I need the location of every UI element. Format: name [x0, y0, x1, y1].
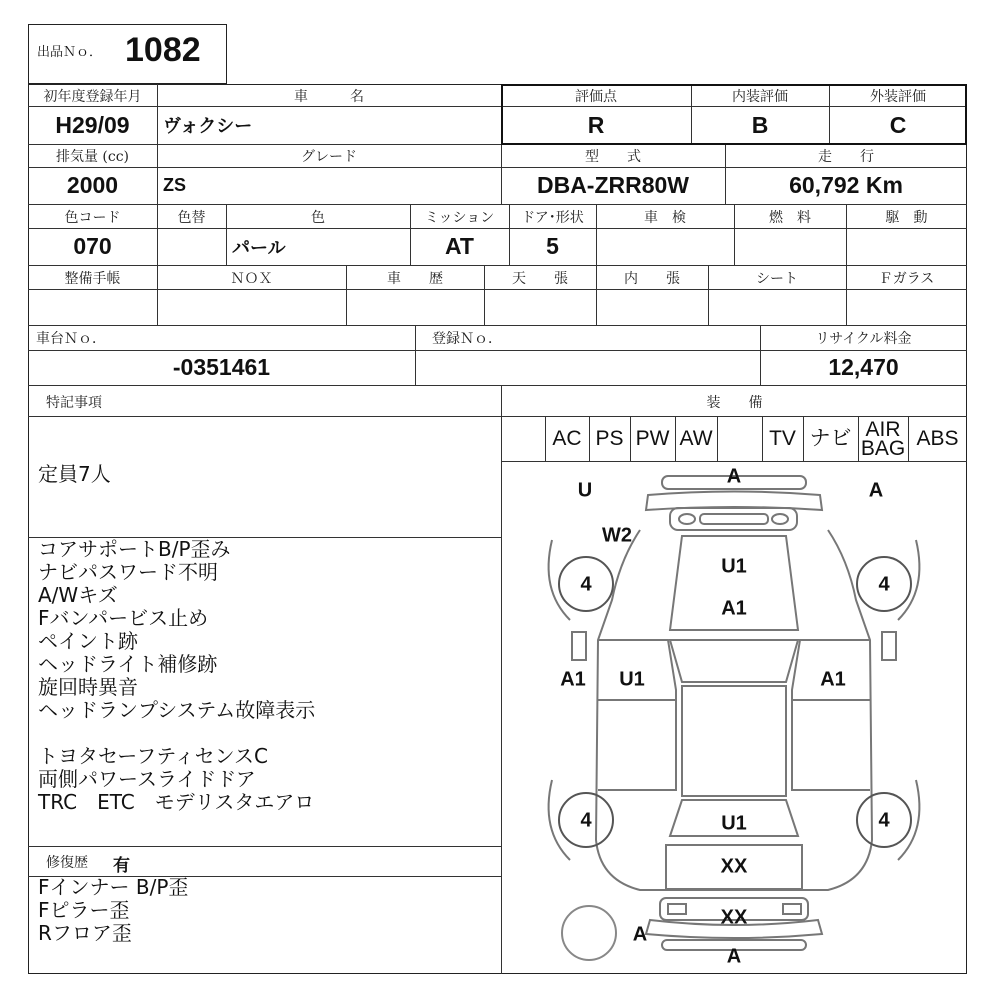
equip-airbag: AIR BAG: [860, 417, 906, 460]
grade-label: グレード: [301, 149, 357, 165]
first-reg-value: H29/09: [55, 111, 130, 138]
mark-left-side: A1: [560, 668, 586, 691]
color-code-value: 070: [73, 233, 112, 259]
mission-label: ミッション: [424, 209, 495, 226]
equip-pw: PW: [635, 427, 670, 450]
door-value: 5: [546, 233, 559, 259]
equip-blank-1: [502, 416, 545, 461]
chassis-label: 車台Ｎｏ．: [36, 331, 106, 347]
door-label: ドア･形状: [521, 209, 584, 226]
nox-label: ＮＯＸ: [230, 270, 273, 287]
score-label: 評価点: [575, 88, 617, 105]
mark-front-bumper: A: [726, 465, 742, 488]
interior-grade-label: 内装評価: [732, 88, 788, 105]
recycle-value: 12,470: [828, 354, 899, 380]
recycle-label: リサイクル料金: [815, 331, 912, 347]
mark-front-right-area: A: [868, 479, 884, 502]
glass-label: Ｆガラス: [878, 270, 935, 287]
seat-label: シート: [756, 270, 798, 287]
displacement-value: 2000: [66, 172, 119, 198]
score-value: R: [587, 111, 605, 138]
mileage-value: 60,792 Km: [789, 172, 903, 198]
car-name-label: 車 名: [294, 88, 364, 105]
equip-navi: ナビ: [809, 427, 852, 450]
roof-label: 天 張: [512, 270, 568, 287]
equip-ps: PS: [595, 427, 624, 450]
mission-value: AT: [445, 233, 474, 259]
mark-hood-2: A1: [721, 597, 747, 620]
reg-label: 登録Ｎｏ．: [432, 331, 502, 347]
color-change-label: 色替: [177, 209, 206, 226]
repair-notes-text: Fインナー B/P歪 Fピラー歪 Rフロア歪: [38, 875, 189, 945]
car-name-value: ヴォクシー: [163, 116, 253, 137]
inspection-label: 車 検: [644, 209, 686, 226]
color-label: 色: [311, 209, 325, 226]
special-notes-text: コアサポートB/P歪み ナビパスワード不明 A/Wキズ Fバンパービス止め ペイント跡 ヘッドライト補修跡 旋回時異音 ヘッドランプシステム故障表示 トヨタセーフティセンスC 両側パワースライドドア TRC ETC モデリスタエアロ: [38, 537, 316, 814]
color-code-label: 色コード: [64, 209, 121, 226]
mark-rear-bottom: A: [726, 945, 742, 968]
mark-tire-rear-left: 4: [580, 809, 592, 832]
fuel-label: 燃 料: [769, 209, 811, 226]
first-reg-label: 初年度登録年月: [43, 88, 142, 105]
grade-value: ZS: [163, 175, 187, 195]
equip-tv: TV: [769, 427, 796, 450]
mark-rear-bumper: XX: [720, 906, 748, 929]
mark-right-side: A1: [820, 668, 846, 691]
reg-value: [415, 350, 760, 385]
mileage-label: 走 行: [818, 149, 874, 165]
mark-front-left-area: U: [577, 479, 593, 502]
repair-history-label: 修復歴: [46, 855, 88, 871]
history-label: 車 歴: [387, 270, 443, 287]
interior-grade-value: B: [751, 111, 769, 138]
capacity-text: 定員7人: [38, 462, 111, 486]
mark-rear-door: XX: [720, 855, 748, 878]
color-change-value: [157, 228, 226, 265]
mark-roof: U1: [721, 812, 747, 835]
mark-hood-1: U1: [721, 555, 747, 578]
mark-tire-rear-right: 4: [878, 809, 890, 832]
special-notes-label: 特記事項: [46, 395, 102, 411]
equip-abs: ABS: [916, 427, 959, 450]
equip-aw: AW: [679, 427, 713, 450]
mark-tire-front-right: 4: [878, 573, 890, 596]
lot-number-label: 出品Ｎｏ．: [37, 45, 103, 60]
mark-left-door: U1: [619, 668, 645, 691]
inspection-value: [596, 228, 734, 265]
repair-history-value: 有: [113, 856, 130, 876]
model-value: DBA-ZRR80W: [536, 172, 690, 198]
exterior-grade-value: C: [889, 111, 907, 138]
mark-rear-left: A: [632, 923, 648, 946]
exterior-grade-label: 外装評価: [870, 88, 926, 105]
drive-label: 駆 動: [885, 209, 928, 226]
service-book-label: 整備手帳: [64, 270, 121, 287]
lot-number-value: 1082: [125, 31, 201, 69]
interior-trim-label: 内 張: [624, 270, 680, 287]
lot-number-box: [28, 24, 227, 84]
drive-value: [846, 228, 967, 265]
equip-ac: AC: [552, 427, 582, 450]
mark-front-left-fender: W2: [602, 524, 632, 547]
car-diagram: [502, 462, 967, 974]
mark-tire-front-left: 4: [580, 573, 592, 596]
color-value: パール: [232, 237, 286, 259]
chassis-value: -0351461: [172, 354, 271, 380]
tire-spare: [562, 906, 616, 960]
equipment-label: 装 備: [706, 395, 763, 411]
displacement-label: 排気量 (cc): [55, 149, 130, 165]
equip-blank-2: [717, 416, 762, 461]
fuel-value: [734, 228, 846, 265]
model-label: 型 式: [585, 149, 641, 165]
